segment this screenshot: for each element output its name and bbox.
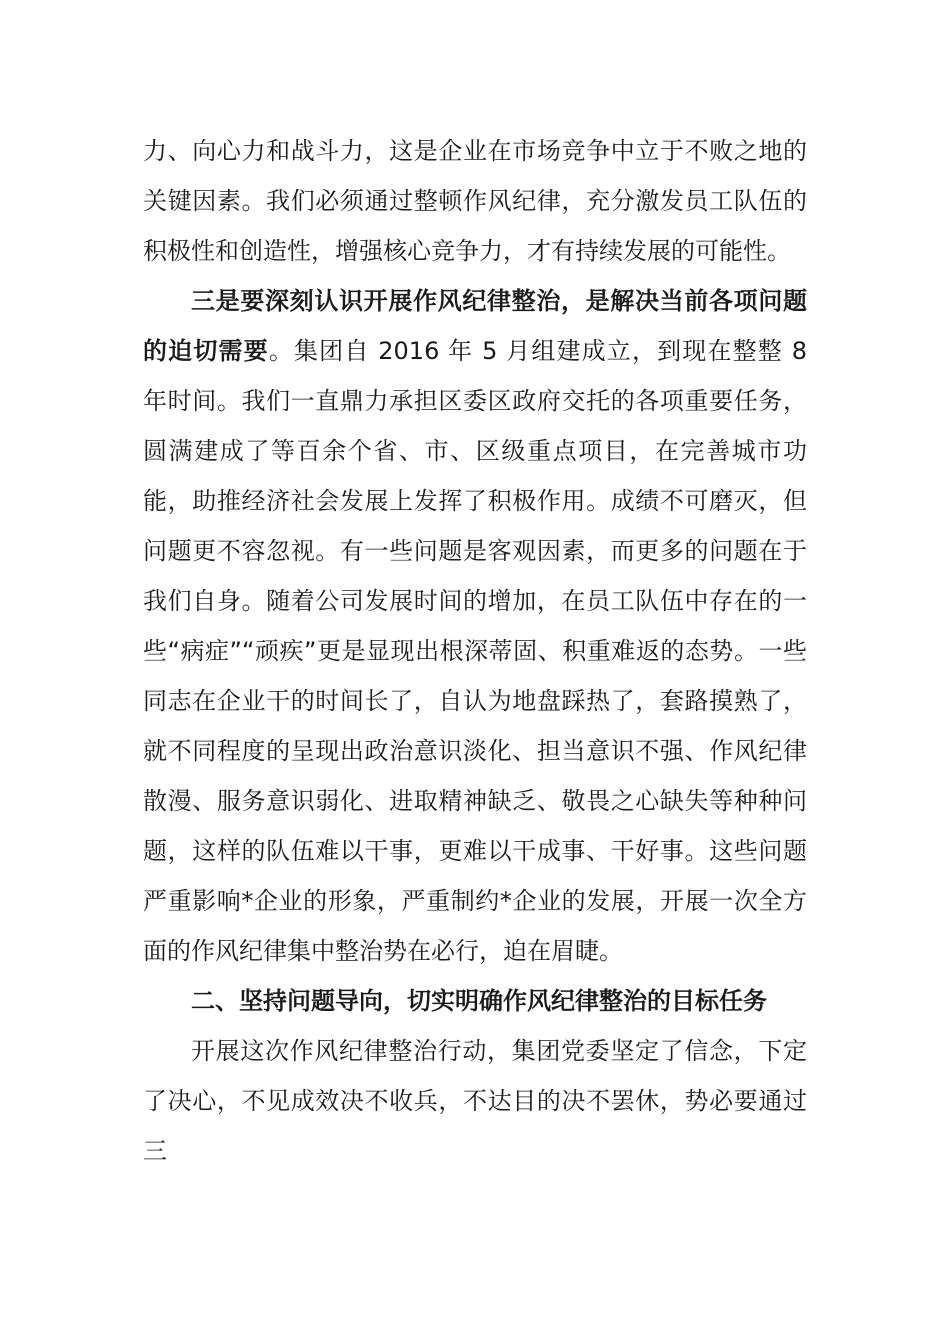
paragraph-continuation: 力、向心力和战斗力，这是企业在市场竞争中立于不败之地的关键因素。我们必须通过整顿作风纪律，充分激发员工队伍的积极性和创造性，增强核心竞争力，才有持续发展的可能性。 xyxy=(143,137,807,265)
document-page xyxy=(143,126,807,1176)
paragraph-section-two-intro: 开展这次作风纪律整治行动，集团党委坚定了信念，下定了决心，不见成效决不收兵，不达目的决不罢休，势必要通过三 xyxy=(143,1037,807,1165)
section-heading-two: 二、坚持问题导向，切实明确作风纪律整治的目标任务 xyxy=(191,987,767,1015)
point-three-body: 。集团自 2016 年 5 月组建成立，到现在整整 8 年时间。我们一直鼎力承担区委区政府交托的各项重要任务，圆满建成了等百余个省、市、区级重点项目，在完善城市功能，助推经济社会发展上发挥了积极作用。成绩不可磨灭，但问题更不容忽视。有一些问题是客观因素，而更多的问题在于我们自身。随着公司发展时间的增加，在员工队伍中存在的一些“病症”“顽疾”更是显现出根深蒂固、积重难返的态势。一些同志在企业干的时间长了，自认为地盘踩热了，套路摸熟了，就不同程度的呈现出政治意识淡化、担当意识不强、作风纪律散漫、服务意识弱化、进取精神缺乏、敬畏之心缺失等种种问题，这样的队伍难以干事，更难以干成事、干好事。这些问题严重影响*企业的形象，严重制约*企业的发展，开展一次全方面的作风纪律集中整治势在必行，迫在眉睫。 xyxy=(143,337,808,965)
point-three-lead: 三是要深刻认识开展作风纪律整治，是解决当前各项问题的迫切需要 xyxy=(143,287,807,365)
paragraph-point-three xyxy=(143,276,807,976)
